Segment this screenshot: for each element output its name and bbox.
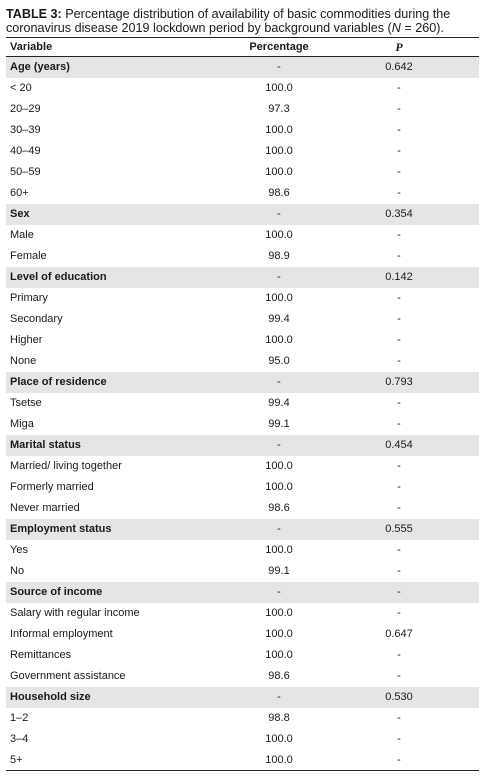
p-value-cell: - [397, 565, 401, 577]
table-row [6, 498, 479, 519]
variable-cell: Never married [10, 502, 80, 514]
group-row [6, 435, 479, 456]
variable-cell: Household size [10, 691, 91, 703]
table-row [6, 414, 479, 435]
table-row [6, 351, 479, 372]
table-row [6, 603, 479, 624]
p-value-cell: - [397, 670, 401, 682]
variable-cell: Age (years) [10, 61, 70, 74]
variable-cell: Place of residence [10, 376, 107, 388]
variable-cell: < 20 [10, 82, 32, 94]
variable-cell: No [10, 565, 25, 577]
table-row [6, 141, 479, 162]
table-row [6, 624, 479, 645]
table-body [6, 57, 479, 771]
group-row [6, 372, 479, 393]
variable-cell: Salary with regular income [10, 607, 140, 619]
variable-cell: Miga [10, 418, 34, 430]
p-value-cell: - [397, 733, 401, 745]
percentage-cell: 100.0 [265, 166, 293, 178]
p-value-cell: - [397, 166, 401, 178]
percentage-cell: 100.0 [265, 460, 293, 472]
p-value-cell: - [397, 418, 401, 430]
percentage-cell: 100.0 [265, 334, 293, 346]
percentage-cell: 100.0 [265, 607, 293, 619]
percentage-cell: 100.0 [265, 124, 293, 136]
percentage-cell: 100.0 [239, 750, 319, 771]
table-row [6, 540, 479, 561]
variable-cell: 40–49 [10, 145, 41, 157]
variable-cell: 30–39 [10, 124, 41, 136]
percentage-cell: 100.0 [265, 481, 293, 493]
percentage-cell: 99.1 [268, 418, 290, 430]
table-header-row [6, 38, 479, 57]
table-row [6, 456, 479, 477]
p-value-cell: - [319, 750, 479, 771]
p-value-cell: - [397, 145, 401, 157]
table-row [6, 645, 479, 666]
variable-cell: Marital status [10, 439, 81, 451]
p-value-cell: - [397, 103, 401, 115]
group-row [6, 57, 479, 78]
variable-cell: Formerly married [10, 481, 94, 493]
table-caption [0, 0, 485, 37]
group-row [6, 519, 479, 540]
variable-cell: Higher [10, 334, 43, 346]
variable-cell: Tsetse [10, 397, 42, 409]
p-value-cell: 0.530 [385, 691, 413, 703]
variable-cell: Level of education [10, 271, 107, 283]
group-row [6, 687, 479, 708]
variable-cell: Sex [10, 208, 30, 220]
table-row [6, 288, 479, 309]
percentage-cell: 98.6 [268, 502, 290, 514]
p-value-cell: - [397, 712, 401, 724]
percentage-cell: 98.8 [268, 712, 290, 724]
table-row [6, 183, 479, 204]
variable-cell: Married/ living together [10, 460, 122, 472]
p-value-cell: - [397, 229, 401, 241]
variable-cell: 1–2 [10, 712, 29, 724]
p-value-cell: - [397, 187, 401, 199]
table-row [6, 708, 479, 729]
percentage-cell: 99.4 [268, 397, 290, 409]
percentage-cell: 100.0 [265, 292, 293, 304]
caption-n-value: = 260). [400, 21, 444, 35]
table-row [6, 309, 479, 330]
percentage-cell: 100.0 [265, 82, 293, 94]
p-value-cell: - [397, 586, 401, 598]
header-p: P [319, 38, 479, 57]
group-row [6, 204, 479, 225]
percentage-cell: - [277, 208, 281, 220]
variable-cell: Primary [10, 292, 48, 304]
caption-n-symbol: N [391, 21, 401, 35]
percentage-cell: 100.0 [265, 628, 293, 640]
percentage-cell: - [277, 586, 281, 598]
table-row [6, 666, 479, 687]
variable-cell: Secondary [10, 313, 63, 325]
p-value-cell: - [397, 124, 401, 136]
percentage-cell: 98.6 [268, 187, 290, 199]
p-value-cell: - [397, 397, 401, 409]
percentage-cell: - [277, 439, 281, 451]
variable-cell: Government assistance [10, 670, 126, 682]
header-percentage: Percentage [239, 38, 319, 57]
table-row [6, 729, 479, 750]
p-value-cell: - [397, 649, 401, 661]
percentage-cell: 100.0 [265, 229, 293, 241]
variable-cell: 20–29 [10, 103, 41, 115]
percentage-cell: - [277, 691, 281, 703]
p-value-cell: - [397, 607, 401, 619]
p-value-cell: - [397, 292, 401, 304]
percentage-cell: 99.1 [268, 565, 290, 577]
group-row [6, 267, 479, 288]
percentage-cell: 100.0 [265, 145, 293, 157]
p-value-cell: - [397, 460, 401, 472]
p-value-cell: 0.354 [385, 208, 413, 220]
table-row [6, 561, 479, 582]
p-value-cell: - [397, 250, 401, 262]
p-value-cell: - [397, 544, 401, 556]
variable-cell: 3–4 [10, 733, 29, 745]
table-row [6, 246, 479, 267]
percentage-cell: 95.0 [268, 355, 290, 367]
percentage-cell: 100.0 [265, 544, 293, 556]
variable-cell: Employment status [10, 523, 112, 535]
percentage-cell: - [277, 61, 281, 74]
caption-label: TABLE 3: [6, 7, 62, 21]
table-row [6, 78, 479, 99]
header-variable: Variable [6, 38, 239, 57]
percentage-cell: - [277, 271, 281, 283]
table-row [6, 120, 479, 141]
p-value-cell: 0.555 [385, 523, 413, 535]
p-value-cell: - [397, 355, 401, 367]
percentage-cell: - [277, 376, 281, 388]
p-value-cell: - [397, 481, 401, 493]
percentage-cell: 99.4 [268, 313, 290, 325]
variable-cell: Source of income [10, 586, 103, 598]
p-value-cell: 0.642 [385, 61, 413, 74]
p-value-cell: 0.647 [385, 628, 413, 640]
variable-cell: Female [10, 250, 47, 262]
group-row [6, 582, 479, 603]
percentage-cell: 98.9 [268, 250, 290, 262]
table-row [6, 477, 479, 498]
p-value-cell: 0.454 [385, 439, 413, 451]
percentage-cell: - [277, 523, 281, 535]
commodities-table [6, 37, 479, 771]
variable-cell: 60+ [10, 187, 29, 199]
percentage-cell: 100.0 [265, 649, 293, 661]
variable-cell: Informal employment [10, 628, 113, 640]
table-row [6, 162, 479, 183]
variable-cell: 50–59 [10, 166, 41, 178]
percentage-cell: 98.6 [268, 670, 290, 682]
percentage-cell: 100.0 [265, 733, 293, 745]
percentage-cell: 97.3 [268, 103, 290, 115]
p-value-cell: - [397, 313, 401, 325]
p-value-cell: - [397, 334, 401, 346]
variable-cell: Yes [10, 544, 28, 556]
variable-cell: None [10, 355, 37, 367]
table-row [6, 225, 479, 246]
p-value-cell: 0.142 [385, 271, 413, 283]
variable-cell: Remittances [10, 649, 72, 661]
p-value-cell: - [397, 502, 401, 514]
table-row [6, 750, 479, 771]
p-value-cell: - [397, 82, 401, 94]
table-row [6, 393, 479, 414]
table-row [6, 99, 479, 120]
caption-text: Percentage distribution of availability of basic commodities during the coronavirus disease 2019 lockdown period by background variables ( [6, 7, 451, 35]
variable-cell: Male [10, 229, 34, 241]
variable-cell: 5+ [6, 750, 239, 771]
table-row [6, 330, 479, 351]
p-value-cell: 0.793 [385, 376, 413, 388]
